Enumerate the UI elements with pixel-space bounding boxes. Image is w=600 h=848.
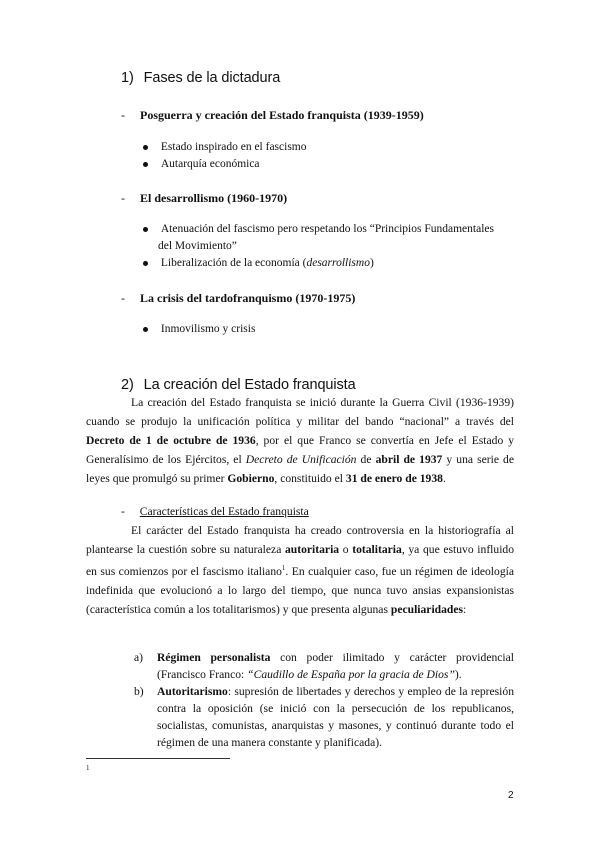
item-text-end: ). xyxy=(454,668,462,681)
bullet-text-end: ) xyxy=(369,257,374,269)
phase-3-bullet-1 xyxy=(143,322,255,337)
para-text: . xyxy=(442,472,446,485)
phase-2-bullet-1-continued xyxy=(158,239,237,254)
bullet-italic-term: desarrollismo xyxy=(306,257,370,269)
bullet-text: Atenuación del fascismo pero respetando los “Principios Fundamentales xyxy=(160,223,494,235)
page-number: 2 xyxy=(508,790,514,801)
section-2-paragraph xyxy=(86,393,514,488)
phase-3-heading xyxy=(121,291,355,306)
bullet-text: Liberalización de la economía ( xyxy=(160,257,307,269)
subsection-dash: - xyxy=(121,505,125,518)
phase-2-heading xyxy=(121,191,287,206)
subsection-title: Características del Estado franquista xyxy=(139,505,309,518)
para-bold: totalitaria xyxy=(352,543,402,556)
subsection-paragraph xyxy=(86,521,514,619)
bullet-dot-icon xyxy=(143,162,148,167)
subsection-heading xyxy=(121,502,309,521)
para-text: y una serie de leyes que promulgó su primer xyxy=(86,453,514,485)
item-italic: “Caudillo de España por la gracia de Dios” xyxy=(247,668,455,681)
section-2-title: La creación del Estado franquista xyxy=(143,377,356,393)
footnote-separator xyxy=(86,758,230,759)
section-2-number: 2) xyxy=(121,377,134,393)
para-text: La creación del Estado franquista se inició durante la Guerra Civil (1936-1939) cuando se produjo la unificación política y militar del bando “nacional” a través del xyxy=(86,396,514,428)
para-text: : xyxy=(463,602,467,616)
para-text: , ya que estuvo influido en sus comienzos por el fascismo italiano xyxy=(86,543,515,578)
item-b-label: b) xyxy=(134,685,144,698)
phase-2-bullet-1 xyxy=(143,222,523,237)
para-bold: Gobierno xyxy=(227,472,275,485)
section-1-title: Fases de la dictadura xyxy=(143,70,281,86)
bullet-text: Inmovilismo y crisis xyxy=(160,323,256,335)
para-italic: Decreto de Unificación xyxy=(245,453,357,466)
item-text: : supresión de libertades y derechos y empleo de la represión contra la oposición (se inició con la persecución de los republicanos, socialistas, comunistas, anarquistas y masones, y continuó durante todo el régimen de una manera constante y planificada). xyxy=(157,685,514,749)
section-1-heading xyxy=(121,70,280,86)
item-bold: Autoritarismo xyxy=(157,685,228,698)
para-bold: autoritaria xyxy=(285,543,340,556)
para-text: El carácter del Estado franquista ha creado controversia en la historiografía al plantearse la cuestión sobre su naturaleza xyxy=(86,524,514,556)
phase-3-title: La crisis del tardofranquismo (1970-1975) xyxy=(140,291,356,305)
phase-2-title: El desarrollismo (1960-1970) xyxy=(140,191,288,205)
bullet-dot-icon xyxy=(143,227,148,232)
phase-1-bullet-2 xyxy=(143,157,260,172)
item-bold: Régimen personalista xyxy=(157,651,271,664)
bullet-dot-icon xyxy=(143,261,148,266)
phase-1-heading xyxy=(121,108,424,123)
bullet-dot-icon xyxy=(143,327,148,332)
phase-3-dash: - xyxy=(121,291,125,305)
phase-1-bullet-1 xyxy=(143,140,307,155)
para-text: , por el que Franco se convertía en Jefe el Estado y Generalísimo de los Ejércitos, el xyxy=(86,434,515,466)
bullet-text: Autarquía económica xyxy=(160,158,260,170)
para-text: . En cualquier caso, fue un régimen de ideología indefinida que evolucionó a lo largo del tiempo, que nunca tuvo ansias expansionistas (característica común a los totalitarismos) y que presenta algunas xyxy=(86,564,514,616)
item-a-label: a) xyxy=(134,651,144,664)
footnote-mark: 1 xyxy=(86,764,90,772)
section-1-number: 1) xyxy=(121,70,134,86)
para-text: de xyxy=(356,453,376,466)
item-a-text xyxy=(157,649,514,683)
item-b-text xyxy=(157,683,514,751)
section-2-heading xyxy=(121,377,356,393)
para-text: , constituido el xyxy=(274,472,346,485)
footnote-reference[interactable]: 1 xyxy=(281,564,286,572)
bullet-dot-icon xyxy=(143,145,148,150)
para-bold: peculiaridades xyxy=(390,602,464,616)
para-bold: Decreto de 1 de octubre de 1936 xyxy=(86,434,256,447)
para-bold: abril de 1937 xyxy=(375,453,443,466)
bullet-text: del Movimiento” xyxy=(158,240,237,252)
para-bold: 31 de enero de 1938 xyxy=(345,472,443,485)
phase-1-dash: - xyxy=(121,108,125,122)
phase-1-title: Posguerra y creación del Estado franquista (1939-1959) xyxy=(140,108,424,122)
para-text: o xyxy=(339,543,353,556)
item-text: con poder ilimitado y carácter providencial (Francisco Franco: xyxy=(157,651,514,681)
phase-2-dash: - xyxy=(121,191,125,205)
bullet-text: Estado inspirado en el fascismo xyxy=(160,141,307,153)
phase-2-bullet-2 xyxy=(143,256,374,271)
